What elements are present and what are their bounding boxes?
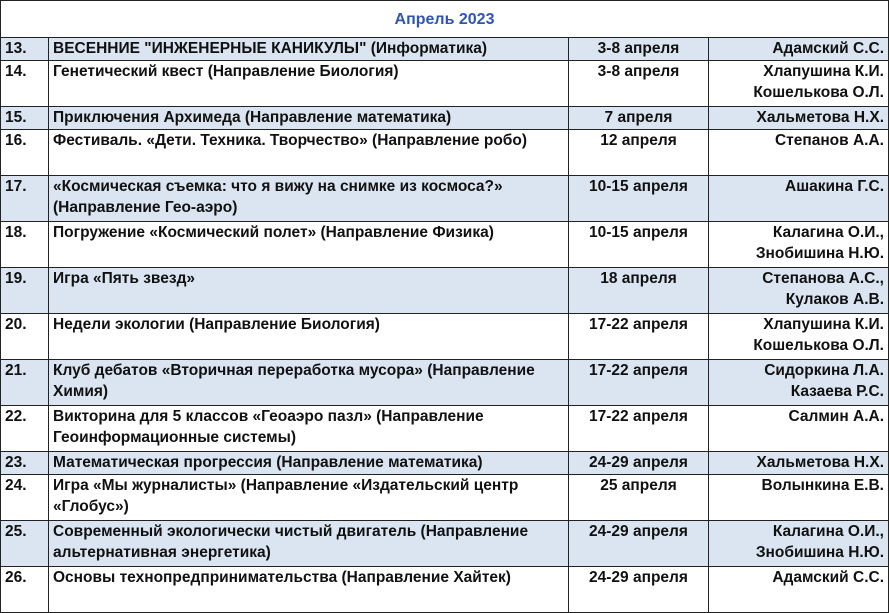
table-row <box>1 567 889 613</box>
responsible-name: Волынкина Е.В. <box>761 477 884 494</box>
row-number: 19. <box>1 268 49 314</box>
responsible-cell <box>709 130 889 176</box>
event-date: 24-29 апреля <box>569 452 709 475</box>
event-title: Игра «Мы журналисты» (Направление «Издательский центр «Глобус») <box>49 475 569 521</box>
responsible-name: Адамский С.С. <box>772 40 884 57</box>
event-date: 17-22 апреля <box>569 314 709 360</box>
responsible-cell <box>709 38 889 61</box>
event-title: Игра «Пять звезд» <box>49 268 569 314</box>
row-number: 13. <box>1 38 49 61</box>
event-title: Клуб дебатов «Вторичная переработка мусора» (Направление Химия) <box>49 360 569 406</box>
event-date: 17-22 апреля <box>569 360 709 406</box>
responsible-cell <box>709 406 889 452</box>
responsible-cell <box>709 521 889 567</box>
responsible-cell <box>709 222 889 268</box>
responsible-cell <box>709 567 889 613</box>
row-number: 17. <box>1 176 49 222</box>
table-row <box>1 475 889 521</box>
event-title: Викторина для 5 классов «Геоаэро пазл» (Направление Геоинформационные системы) <box>49 406 569 452</box>
responsible-name: Калагина О.И., <box>772 523 884 540</box>
table-row <box>1 406 889 452</box>
event-title: Современный экологически чистый двигатель (Направление альтернативная энергетика) <box>49 521 569 567</box>
responsible-name: Ашакина Г.С. <box>785 178 884 195</box>
row-number: 16. <box>1 130 49 176</box>
event-title: Погружение «Космический полет» (Направление Физика) <box>49 222 569 268</box>
event-date: 24-29 апреля <box>569 521 709 567</box>
event-date: 10-15 апреля <box>569 222 709 268</box>
event-title: Фестиваль. «Дети. Техника. Творчество» (Направление робо) <box>49 130 569 176</box>
responsible-name: Степанов А.А. <box>774 132 884 149</box>
responsible-cell <box>709 314 889 360</box>
responsible-name: Салмин А.А. <box>788 408 884 425</box>
table-row <box>1 452 889 475</box>
responsible-name: Кошелькова О.Л. <box>753 337 884 354</box>
responsible-name: Кулаков А.В. <box>785 291 884 308</box>
event-date: 7 апреля <box>569 107 709 130</box>
event-date: 3-8 апреля <box>569 61 709 107</box>
responsible-cell <box>709 268 889 314</box>
row-number: 14. <box>1 61 49 107</box>
responsible-name: Хальметова Н.Х. <box>756 454 884 471</box>
table-row <box>1 38 889 61</box>
table-row <box>1 107 889 130</box>
row-number: 25. <box>1 521 49 567</box>
event-date: 12 апреля <box>569 130 709 176</box>
responsible-cell <box>709 360 889 406</box>
row-number: 18. <box>1 222 49 268</box>
row-number: 24. <box>1 475 49 521</box>
event-date: 25 апреля <box>569 475 709 521</box>
responsible-name: Кошелькова О.Л. <box>753 84 884 101</box>
table-row <box>1 521 889 567</box>
row-number: 26. <box>1 567 49 613</box>
row-number: 22. <box>1 406 49 452</box>
responsible-name: Казаева Р.С. <box>790 383 884 400</box>
responsible-name: Хальметова Н.Х. <box>756 109 884 126</box>
responsible-name: Знобишина Н.Ю. <box>755 245 884 262</box>
month-header-row <box>1 1 889 38</box>
event-title: Недели экологии (Направление Биология) <box>49 314 569 360</box>
responsible-name: Хлапушина К.И. <box>763 63 884 80</box>
table-row <box>1 222 889 268</box>
row-number: 21. <box>1 360 49 406</box>
event-title: Математическая прогрессия (Направление математика) <box>49 452 569 475</box>
event-date: 3-8 апреля <box>569 38 709 61</box>
event-date: 24-29 апреля <box>569 567 709 613</box>
responsible-cell <box>709 475 889 521</box>
table-row <box>1 176 889 222</box>
responsible-cell <box>709 107 889 130</box>
row-number: 15. <box>1 107 49 130</box>
event-date: 18 апреля <box>569 268 709 314</box>
table-row <box>1 61 889 107</box>
responsible-name: Знобишина Н.Ю. <box>755 544 884 561</box>
responsible-cell <box>709 61 889 107</box>
responsible-name: Степанова А.С., <box>762 270 884 287</box>
event-title: «Космическая съемка: что я вижу на снимке из космоса?» (Направление Гео-аэро) <box>49 176 569 222</box>
event-title: Приключения Архимеда (Направление математика) <box>49 107 569 130</box>
event-title: ВЕСЕННИЕ "ИНЖЕНЕРНЫЕ КАНИКУЛЫ" (Информатика) <box>49 38 569 61</box>
responsible-name: Калагина О.И., <box>772 224 884 241</box>
row-number: 23. <box>1 452 49 475</box>
row-number: 20. <box>1 314 49 360</box>
responsible-name: Сидоркина Л.А. <box>764 362 884 379</box>
table-row <box>1 314 889 360</box>
event-date: 17-22 апреля <box>569 406 709 452</box>
event-title: Основы технопредпринимательства (Направление Хайтек) <box>49 567 569 613</box>
responsible-name: Адамский С.С. <box>772 569 884 586</box>
responsible-cell <box>709 176 889 222</box>
table-row <box>1 268 889 314</box>
month-title: Апрель 2023 <box>1 1 889 38</box>
responsible-name: Хлапушина К.И. <box>763 316 884 333</box>
event-title: Генетический квест (Направление Биология) <box>49 61 569 107</box>
event-date: 10-15 апреля <box>569 176 709 222</box>
table-row <box>1 360 889 406</box>
table-row <box>1 130 889 176</box>
responsible-cell <box>709 452 889 475</box>
